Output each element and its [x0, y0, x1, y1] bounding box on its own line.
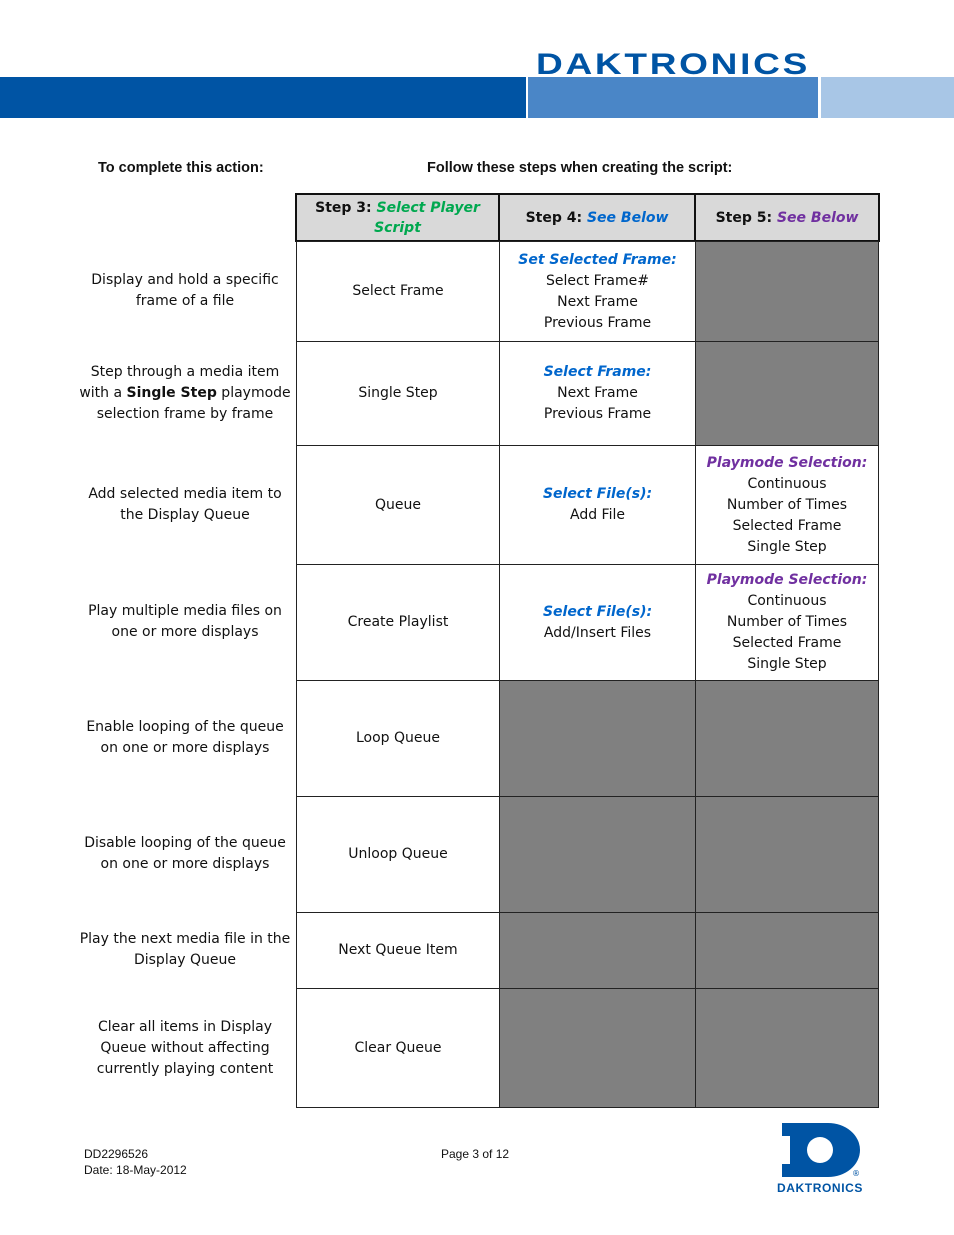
script-cell: Unloop Queue — [296, 796, 500, 913]
action-text: Play multiple media files on one or more displays — [88, 603, 282, 640]
script-cell: Create Playlist — [296, 564, 500, 681]
step4-empty-cell — [499, 988, 696, 1108]
brand-name: DAKTRONICS — [536, 48, 810, 81]
step4-cell: Set Selected Frame: Select Frame# Next Frame Previous Frame — [499, 241, 696, 342]
step4-cell: Select File(s): Add File — [499, 445, 696, 565]
step5-empty-cell — [695, 241, 879, 342]
column-header-step3: Step 3: Select Player Script — [295, 193, 500, 242]
document-date: Date: 18-May-2012 — [84, 1163, 187, 1177]
step5-empty-cell — [695, 796, 879, 913]
step5-empty-cell — [695, 341, 879, 446]
column-header-step4: Step 4: See Below — [498, 193, 696, 242]
step5-cell: Playmode Selection: Continuous Number of Times Selected Frame Single Step — [695, 564, 879, 681]
step4-empty-cell — [499, 680, 696, 797]
d-logo-dot — [807, 1137, 833, 1163]
action-column-label: To complete this action: — [98, 160, 264, 176]
script-cell: Queue — [296, 445, 500, 565]
script-cell: Loop Queue — [296, 680, 500, 797]
step4-empty-cell — [499, 912, 696, 989]
action-text: Clear all items in Display Queue without affecting currently playing content — [96, 1018, 274, 1077]
step5-empty-cell — [695, 988, 879, 1108]
action-emphasis: Single Step — [126, 384, 217, 401]
action-text: Enable looping of the queue on one or more displays — [86, 719, 284, 756]
script-cell: Select Frame — [296, 241, 500, 342]
step5-empty-cell — [695, 912, 879, 989]
step4-cell: Select Frame: Next Frame Previous Frame — [499, 341, 696, 446]
step4-empty-cell — [499, 796, 696, 913]
document-id: DD2296526 — [84, 1147, 149, 1161]
steps-column-label: Follow these steps when creating the script: — [427, 160, 733, 176]
page-number: Page 3 of 12 — [441, 1147, 510, 1161]
script-cell: Clear Queue — [296, 988, 500, 1108]
step5-cell: Playmode Selection: Continuous Number of Times Selected Frame Single Step — [695, 445, 879, 565]
action-text: Display and hold a specific frame of a file — [91, 272, 279, 309]
action-text: Add selected media item to the Display Queue — [88, 485, 282, 523]
action-text: Step through a media item with a Single Step playmode selection frame by frame — [79, 363, 291, 422]
registered-mark: ® — [852, 1169, 860, 1178]
script-cell: Single Step — [296, 341, 500, 446]
step5-empty-cell — [695, 680, 879, 797]
column-header-step5: Step 5: See Below — [694, 193, 880, 242]
logo-brand-name: DAKTRONICS — [777, 1181, 863, 1195]
script-cell: Next Queue Item — [296, 912, 500, 989]
daktronics-d-logo — [760, 1120, 880, 1196]
action-text: Play the next media file in the Display Queue — [79, 931, 291, 968]
step4-cell: Select File(s): Add/Insert Files — [499, 564, 696, 681]
action-text: Disable looping of the queue on one or more displays — [84, 835, 286, 872]
